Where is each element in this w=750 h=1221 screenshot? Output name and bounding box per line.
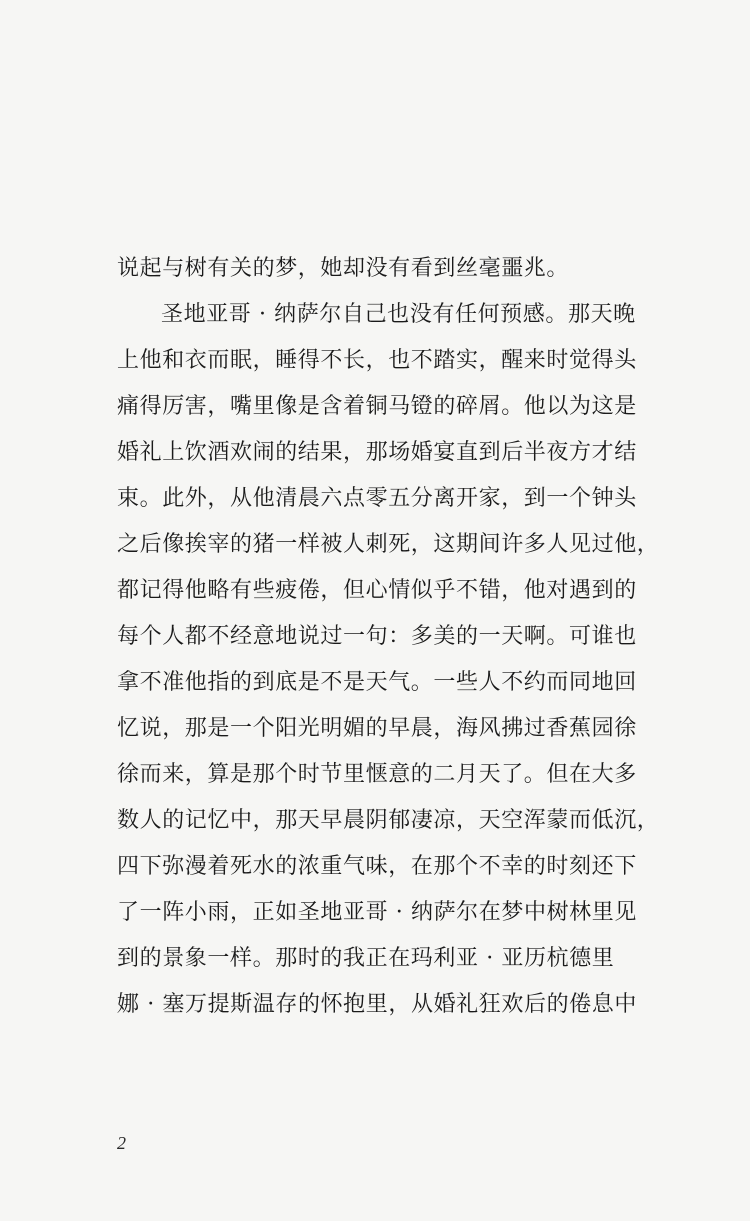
text-line: 痛得厉害，嘴里像是含着铜马镫的碎屑。他以为这是 <box>117 394 637 419</box>
text-line: 束。此外，从他清晨六点零五分离开家，到一个钟头 <box>117 486 637 511</box>
text-line: 说起与树有关的梦，她却没有看到丝毫噩兆。 <box>117 256 570 281</box>
text-line: 忆说，那是一个阳光明媚的早晨，海风拂过香蕉园徐 <box>117 716 637 741</box>
text-line: 拿不准他指的到底是不是天气。一些人不约而同地回 <box>117 670 637 695</box>
page-number: 2 <box>117 1133 126 1153</box>
body-text <box>117 246 660 1028</box>
text-line: 圣地亚哥 · 纳萨尔自己也没有任何预感。那天晚 <box>161 302 636 327</box>
text-line: 了一阵小雨，正如圣地亚哥 · 纳萨尔在梦中树林里见 <box>117 900 637 925</box>
text-line: 上他和衣而眠，睡得不长，也不踏实，醒来时觉得头 <box>117 348 637 373</box>
text-line: 到的景象一样。那时的我正在玛利亚 · 亚历杭德里 <box>117 946 615 971</box>
text-line: 娜 · 塞万提斯温存的怀抱里，从婚礼狂欢后的倦息中 <box>117 992 637 1017</box>
text-line: 每个人都不经意地说过一句：多美的一天啊。可谁也 <box>117 624 637 649</box>
text-line: 婚礼上饮酒欢闹的结果，那场婚宴直到后半夜方才结 <box>117 440 637 465</box>
text-line: 四下弥漫着死水的浓重气味，在那个不幸的时刻还下 <box>117 854 637 879</box>
text-line: 都记得他略有些疲倦，但心情似乎不错，他对遇到的 <box>117 578 637 603</box>
text-line: 数人的记忆中，那天早晨阴郁凄凉，天空浑蒙而低沉， <box>117 808 660 833</box>
text-line: 之后像挨宰的猪一样被人刺死，这期间许多人见过他， <box>117 532 660 557</box>
text-line: 徐而来，算是那个时节里惬意的二月天了。但在大多 <box>117 762 637 787</box>
